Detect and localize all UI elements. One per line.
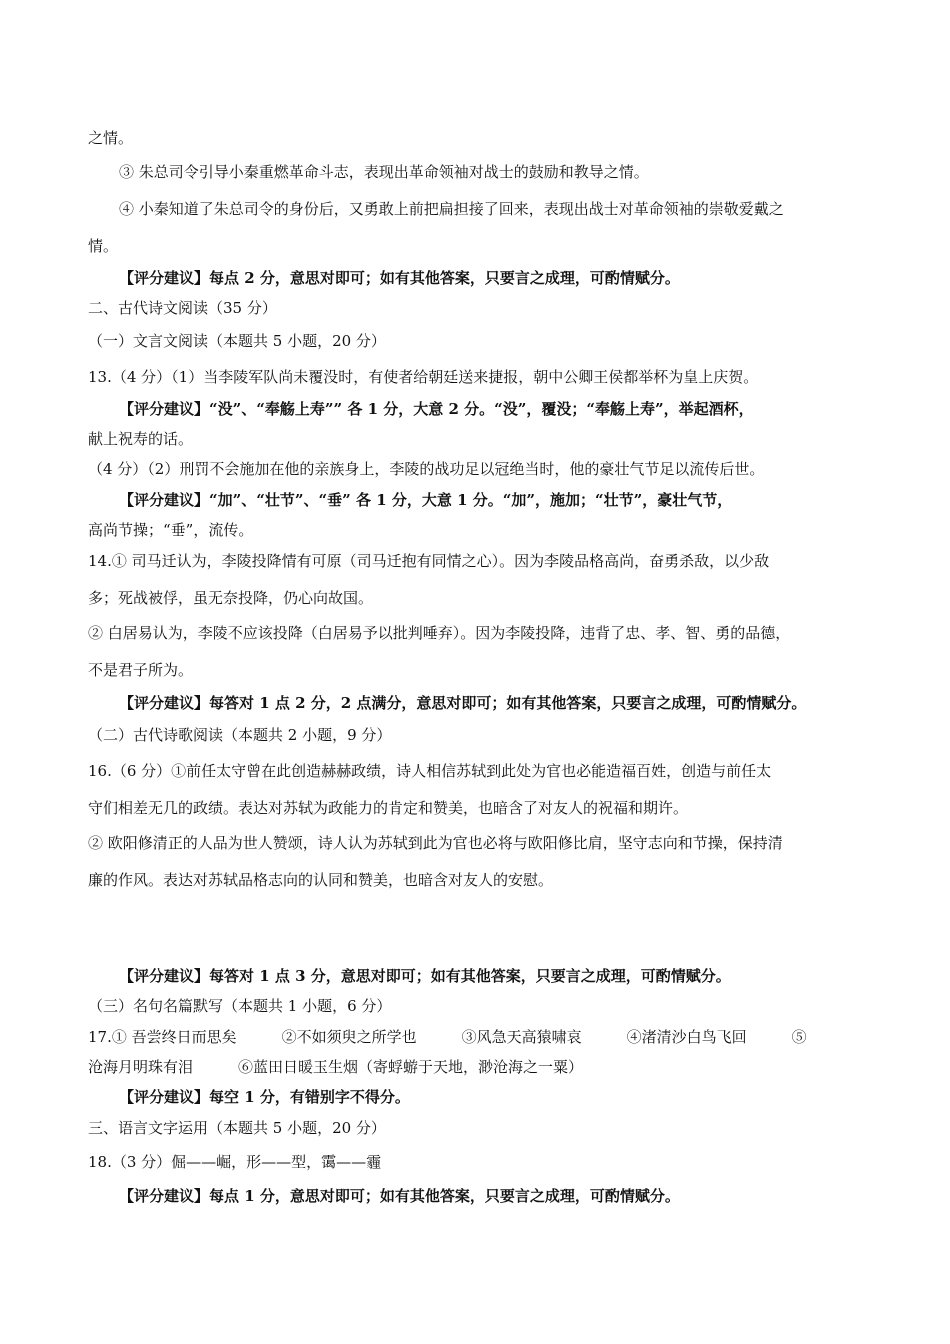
text-line: 三、语言文字运用（本题共 5 小题，20 分） xyxy=(88,1119,386,1137)
scoring-note-line: 【评分建议】每点 2 分，意思对即可；如有其他答案，只要言之成理，可酌情赋分。 xyxy=(119,269,680,287)
text-line: ④ 小秦知道了朱总司令的身份后，又勇敢上前把扁担接了回来，表现出战士对革命领袖的崇敬爱戴之 xyxy=(119,200,784,218)
text-line: 二、古代诗文阅读（35 分） xyxy=(88,299,277,317)
text-line: （4 分）（2）刑罚不会施加在他的亲族身上，李陵的战功足以冠绝当时，他的豪壮气节足以流传后世。 xyxy=(88,460,765,478)
text-line: 17.① 吾尝终日而思矣 ②不如须臾之所学也 ③风急天高猿啸哀 ④渚清沙白鸟飞回 ⑤ xyxy=(88,1028,807,1046)
scoring-note-line: 【评分建议】“加”、“壮节”、“垂” 各 1 分，大意 1 分。“加”，施加；“壮节”，豪壮气节， xyxy=(119,491,733,509)
text-line: （二）古代诗歌阅读（本题共 2 小题，9 分） xyxy=(88,726,392,744)
text-line: ② 欧阳修清正的人品为世人赞颂，诗人认为苏轼到此为官也必将与欧阳修比肩，坚守志向和节操，保持清 xyxy=(88,834,783,852)
scoring-note-line: 【评分建议】每空 1 分，有错别字不得分。 xyxy=(119,1088,410,1106)
text-line: 13.（4 分）（1）当李陵军队尚未覆没时，有使者给朝廷送来捷报，朝中公卿王侯都举杯为皇上庆贺。 xyxy=(88,368,759,386)
text-line: 献上祝寿的话。 xyxy=(88,430,194,448)
scoring-note-line: 【评分建议】“没”、“奉觞上寿”” 各 1 分，大意 2 分。“没”，覆没；“奉觞上寿”，举起酒杯， xyxy=(119,400,754,418)
text-line: 多；死战被俘，虽无奈投降，仍心向故国。 xyxy=(88,589,374,607)
text-line: 之情。 xyxy=(88,129,134,147)
text-line: ③ 朱总司令引导小秦重燃革命斗志，表现出革命领袖对战士的鼓励和教导之情。 xyxy=(119,163,649,181)
scoring-note-line: 【评分建议】每答对 1 点 3 分，意思对即可；如有其他答案，只要言之成理，可酌情赋分。 xyxy=(119,967,731,985)
text-line: 高尚节操；“垂”，流传。 xyxy=(88,521,254,539)
text-line: 不是君子所为。 xyxy=(88,661,194,679)
text-line: 14.① 司马迁认为，李陵投降情有可原（司马迁抱有同情之心）。因为李陵品格高尚，奋勇杀敌，以少敌 xyxy=(88,552,770,570)
scoring-note-line: 【评分建议】每答对 1 点 2 分，2 点满分，意思对即可；如有其他答案，只要言之成理，可酌情赋分。 xyxy=(119,694,807,712)
text-line: 廉的作风。表达对苏轼品格志向的认同和赞美，也暗含对友人的安慰。 xyxy=(88,871,554,889)
text-line: 16.（6 分）①前任太守曾在此创造赫赫政绩，诗人相信苏轼到此处为官也必能造福百姓，创造与前任太 xyxy=(88,762,772,780)
text-line: 18.（3 分）倔——崛，形——型，霭——霾 xyxy=(88,1153,382,1171)
text-line: 情。 xyxy=(88,237,119,255)
text-line: ② 白居易认为，李陵不应该投降（白居易予以批判唾弃）。因为李陵投降，违背了忠、孝、智、勇的品德， xyxy=(88,624,791,642)
text-line: （一）文言文阅读（本题共 5 小题，20 分） xyxy=(88,332,386,350)
text-line: 守们相差无几的政绩。表达对苏轼为政能力的肯定和赞美，也暗含了对友人的祝福和期许。 xyxy=(88,799,689,817)
text-line: （三）名句名篇默写（本题共 1 小题，6 分） xyxy=(88,997,392,1015)
text-line: 沧海月明珠有泪 ⑥蓝田日暖玉生烟（寄蜉蝣于天地，渺沧海之一粟） xyxy=(88,1058,584,1076)
scoring-note-line: 【评分建议】每点 1 分，意思对即可；如有其他答案，只要言之成理，可酌情赋分。 xyxy=(119,1187,680,1205)
